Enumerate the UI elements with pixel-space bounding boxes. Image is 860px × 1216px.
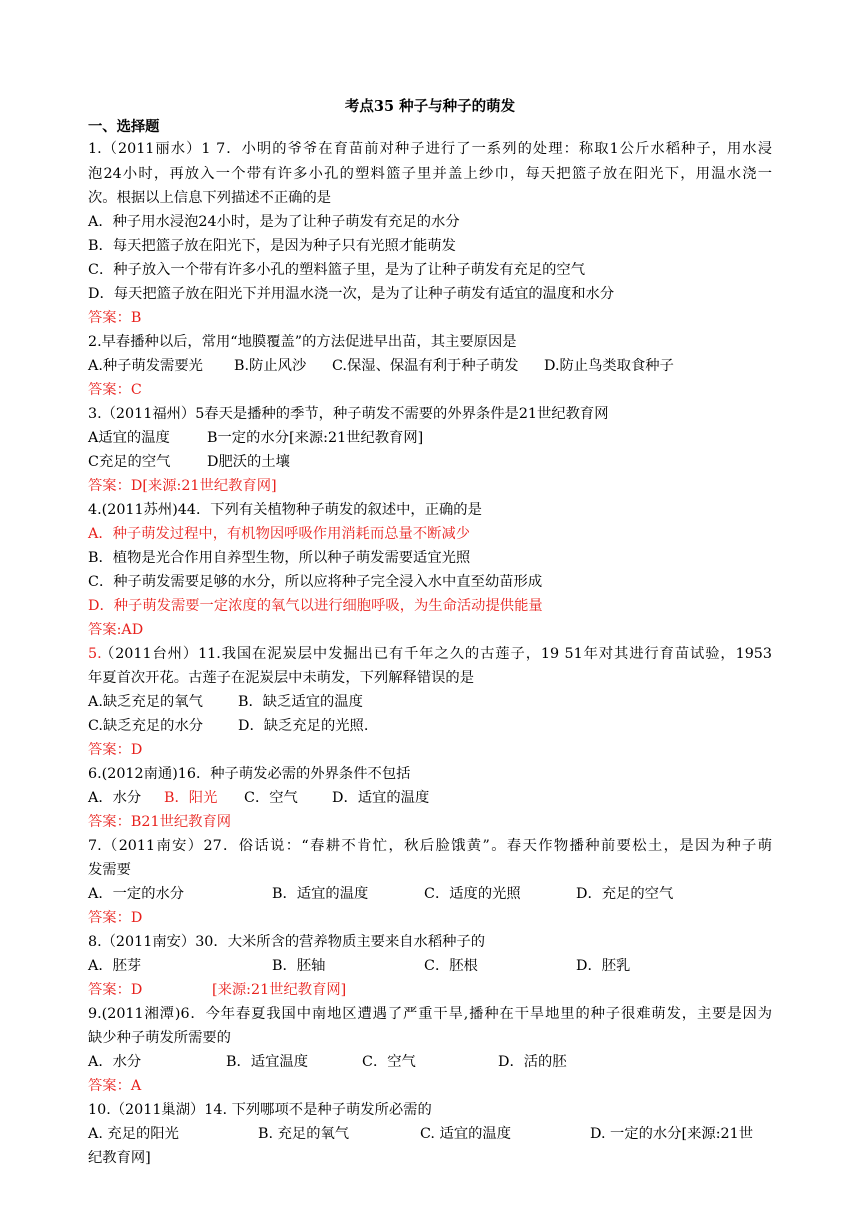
- q4-option-a: A．种子萌发过程中，有机物因呼吸作用消耗而总量不断减少: [88, 526, 471, 542]
- q9-option-b: B．适宜温度: [226, 1054, 308, 1070]
- section-heading: 一、选择题: [88, 119, 160, 135]
- q8-source: [来源:21世纪教育网]: [212, 982, 347, 998]
- q5-answer: 答案：D: [88, 742, 143, 758]
- q8-stem: 8.（2011南安）30．大米所含的营养物质主要来自水稻种子的: [88, 934, 486, 950]
- q7-answer: 答案：D: [88, 910, 143, 926]
- q2-stem: 2.早春播种以后，常用“地膜覆盖”的方法促进早出苗，其主要原因是: [88, 334, 517, 350]
- q6-option-b: B．阳光: [164, 790, 218, 806]
- q3-answer: 答案：D[来源:21世纪教育网]: [88, 478, 277, 494]
- q5-option-a: A.缺乏充足的氧气: [88, 694, 203, 710]
- q1-option-d: D．每天把篮子放在阳光下并用温水浇一次，是为了让种子萌发有适宜的温度和水分: [88, 286, 615, 302]
- q1-stem-line3: 次。根据以上信息下列描述不正确的是: [88, 190, 332, 206]
- q8-option-c: C．胚根: [424, 958, 478, 974]
- q4-option-c: C．种子萌发需要足够的水分，所以应将种子完全浸入水中直至幼苗形成: [88, 574, 543, 590]
- q5-stem-line1: （2011台州）11.我国在泥炭层中发掘出已有千年之久的古莲子，19 51年对其进行育苗试验，1953: [100, 646, 772, 662]
- q6-stem: 6.(2012南通)16．种子萌发必需的外界条件不包括: [88, 766, 411, 782]
- q6-option-c: C．空气: [244, 790, 298, 806]
- q5-option-b: B．缺乏适宜的温度: [238, 694, 363, 710]
- q1-option-a: A．种子用水浸泡24小时，是为了让种子萌发有充足的水分: [88, 214, 460, 230]
- q10-option-a: A. 充足的阳光: [88, 1126, 179, 1142]
- q1-option-c: C．种子放入一个带有许多小孔的塑料篮子里，是为了让种子萌发有充足的空气: [88, 262, 586, 278]
- q9-stem-line2: 缺少种子萌发所需要的: [88, 1030, 231, 1046]
- q4-answer: 答案:AD: [88, 622, 144, 638]
- q7-stem-line2: 发需要: [88, 862, 131, 878]
- q4-option-b: B．植物是光合作用自养型生物，所以种子萌发需要适宜光照: [88, 550, 471, 566]
- q5-option-c: C.缺乏充足的水分: [88, 718, 204, 734]
- q7-option-b: B．适宜的温度: [272, 886, 369, 902]
- q10-option-d: D. 一定的水分[来源:21世: [590, 1126, 754, 1142]
- q1-stem-line1: 1.（2011丽水）1 7．小明的爷爷在育苗前对种子进行了一系列的处理：称取1公斤水稻种子，用水浸: [88, 141, 772, 157]
- q1-answer: 答案：B: [88, 310, 142, 326]
- q10-option-c: C. 适宜的温度: [420, 1126, 512, 1142]
- q2-option-a: A.种子萌发需要光: [88, 358, 203, 374]
- q7-option-d: D．充足的空气: [576, 886, 674, 902]
- q7-option-a: A．一定的水分: [88, 886, 185, 902]
- q2-option-c: C.保湿、保温有利于种子萌发: [332, 358, 519, 374]
- q9-answer: 答案：A: [88, 1078, 142, 1094]
- q9-option-c: C．空气: [362, 1054, 416, 1070]
- q8-answer: 答案：D: [88, 982, 143, 998]
- q4-option-d: D．种子萌发需要一定浓度的氧气以进行细胞呼吸，为生命活动提供能量: [88, 598, 543, 614]
- q9-stem-line1: 9.(2011湘潭)6．今年春夏我国中南地区遭遇了严重干旱,播种在干旱地里的种子很难萌发，主要是因为: [88, 1006, 772, 1022]
- q6-option-d: D．适宜的温度: [332, 790, 430, 806]
- q9-option-d: D．活的胚: [498, 1054, 567, 1070]
- q2-answer: 答案：C: [88, 382, 142, 398]
- q4-stem: 4.(2011苏州)44．下列有关植物种子萌发的叙述中，正确的是: [88, 502, 482, 518]
- page-title: 考点35 种子与种子的萌发: [344, 98, 516, 115]
- q9-option-a: A．水分: [88, 1054, 142, 1070]
- q5-option-d: D．缺乏充足的光照.: [238, 718, 369, 734]
- q8-option-b: B．胚轴: [272, 958, 326, 974]
- q10-stem: 10.（2011巢湖）14. 下列哪项不是种子萌发所必需的: [88, 1102, 432, 1118]
- q5-number: 5.: [88, 646, 102, 662]
- q5-stem-line2: 年夏首次开花。古莲子在泥炭层中未萌发，下列解释错误的是: [88, 670, 475, 686]
- q6-answer: 答案：B21世纪教育网: [88, 814, 232, 830]
- q1-option-b: B．每天把篮子放在阳光下，是因为种子只有光照才能萌发: [88, 238, 456, 254]
- q7-stem-line1: 7.（2011南安）27．俗话说：“春耕不肯忙，秋后脸饿黄”。春天作物播种前要松土，是因为种子萌: [88, 838, 772, 854]
- q1-stem-line2: 泡24小时，再放入一个带有许多小孔的塑料篮子里并盖上纱巾，每天把篮子放在阳光下，用温水浇一: [88, 166, 772, 182]
- q3-option-d: D肥沃的土壤: [207, 454, 290, 470]
- q7-option-c: C．适度的光照: [424, 886, 521, 902]
- q3-option-b: B一定的水分[来源:21世纪教育网]: [207, 430, 424, 446]
- q3-option-c: C充足的空气: [88, 454, 171, 470]
- q3-stem: 3.（2011福州）5春天是播种的季节，种子萌发不需要的外界条件是21世纪教育网: [88, 406, 609, 422]
- q10-option-d-continued: 纪教育网]: [88, 1150, 151, 1166]
- q2-option-b: B.防止风沙: [234, 358, 307, 374]
- q8-option-d: D．胚乳: [576, 958, 631, 974]
- q2-option-d: D.防止鸟类取食种子: [544, 358, 674, 374]
- q10-option-b: B. 充足的氧气: [258, 1126, 350, 1142]
- q3-option-a: A适宜的温度: [88, 430, 170, 446]
- q8-option-a: A．胚芽: [88, 958, 142, 974]
- q6-option-a: A．水分: [88, 790, 142, 806]
